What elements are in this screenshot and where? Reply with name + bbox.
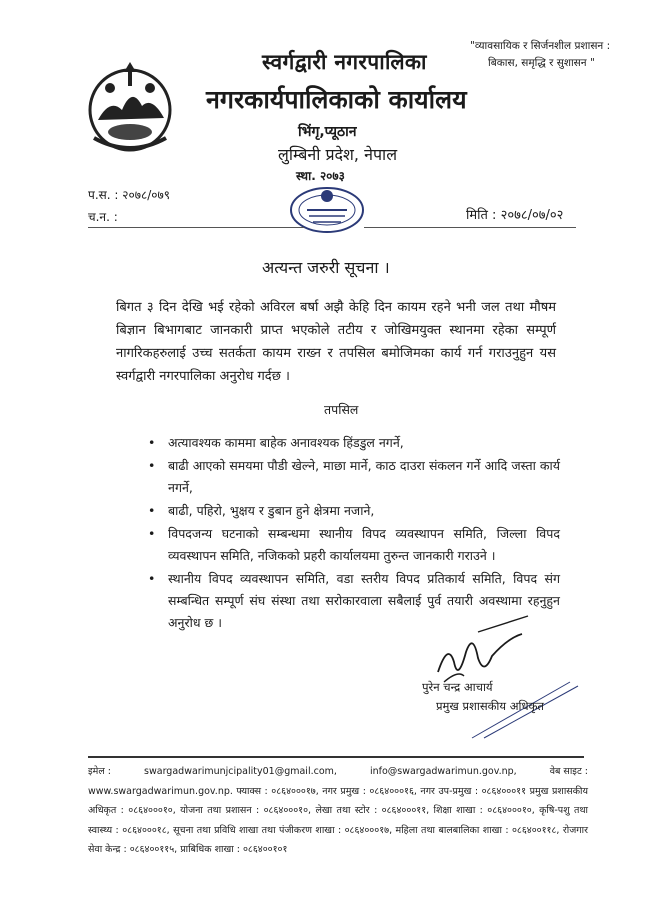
notice-body: बिगत ३ दिन देखि भई रहेको अविरल बर्षा अझै केहि दिन कायम रहने भनी जल तथा मौषम बिज्ञान बिभागबाट जानकारी प्राप्त भएकोले तटीय र जोखिमयुक्त स्थानमा रहेका सम्पूर्ण नागरिकहरुलाई उच्च सतर्कता कायम राख्न र तपसिल बमोजिमका कार्य गर्न गराउनुहुन यस स्वर्गद्वारी नगरपालिका अनुरोध गर्दछ । <box>116 300 556 384</box>
dispatch-number: च.न. : <box>88 210 118 224</box>
signatory-title: प्रमुख प्रशासकीय अधिकृत <box>436 699 544 713</box>
office-name: नगरकार्यपालिकाको कार्यालय <box>206 85 467 114</box>
footer-email-row <box>88 762 588 782</box>
motto-line-1: "व्यावसायिक र सिर्जनशील प्रशासन : <box>470 40 611 52</box>
email-info: info@swargadwarimun.gov.np, <box>369 766 517 777</box>
address-line-1: भिंगृ,प्यूठान <box>298 124 357 140</box>
instructions-list <box>148 432 560 635</box>
website-label: वेब साइट : <box>549 766 588 777</box>
list-item: • बाढी, पहिरो, भुक्षय र डुबान हुने क्षेत्रमा नजाने, <box>148 500 560 522</box>
email-primary: swargadwarimunjcipality01@gmail.com, <box>144 766 337 777</box>
reference-number: प.स. : २०७८/०७९ <box>88 188 170 202</box>
email-label: इमेल : <box>88 766 112 777</box>
organization-name: स्वर्गद्वारी नगरपालिका <box>262 50 427 74</box>
list-item: • विपदजन्य घटनाको सम्बन्धमा स्थानीय विपद व्यवस्थापन समिति, जिल्ला विपद व्यवस्थापन समिति, नजिकको प्रहरी कार्यालयमा तुरुन्त जानकारी गराउने । <box>148 523 560 567</box>
list-item: • अत्यावश्यक काममा बाहेक अनावश्यक हिंडडुल नगर्ने, <box>148 432 560 454</box>
office-stamp <box>285 180 369 238</box>
signatory-name: पुरेन चन्द्र आचार्य <box>422 680 493 694</box>
footer-contacts <box>88 762 588 860</box>
letter-date: मिति : २०७८/०७/०२ <box>466 208 564 223</box>
notice-subject: अत्यन्त जरुरी सूचना । <box>262 258 390 277</box>
footer-divider <box>88 756 584 758</box>
established-year: स्था. २०७३ <box>296 169 345 183</box>
header-divider-right <box>364 227 576 228</box>
motto <box>470 38 650 72</box>
footer-phone-directory: www.swargadwarimun.gov.np. फ्याक्स : ०८६४०००१७, नगर प्रमुख : ०८६४०००१६, नगर उप-प्रमुख : ०८६४०००११ प्रमुख प्रशासकीय अधिकृत : ०८६४०००१०, योजना तथा प्रशासन : ०८६४०००१०, लेखा तथा स्टोर : ०८६४०००११, शिक्षा शाखा : ०८६४०००१०, कृषि-पशु तथा स्वास्थ्य : ०८६४०००१८, सूचना तथा प्रविधि शाखा तथा पंजीकरण शाखा : ०८६४०००१७, महिला तथा बालबालिका शाखा : ०८६४००११८, रोजगार सेवा केन्द्र : ०८६४००११५, प्राबिधिक शाखा : ०८६४००१०१ <box>88 785 588 855</box>
list-item: • स्थानीय विपद व्यवस्थापन समिति, वडा स्तरीय विपद प्रतिकार्य समिति, विपद संग सम्बन्धित सम्पूर्ण संघ संस्था तथा सरोकारवाला सबैलाई पुर्व तयारी अवस्थामा रहनुहुन अनुरोध छ । <box>148 568 560 634</box>
list-item: • बाढी आएको समयमा पौडी खेल्ने, माछा मार्ने, काठ दाउरा संकलन गर्ने आदि जस्ता कार्य नगर्ने, <box>148 455 560 499</box>
address-line-2: लुम्बिनी प्रदेश, नेपाल <box>278 145 398 164</box>
nepal-emblem-logo <box>80 58 180 158</box>
header-divider-left <box>88 227 304 228</box>
motto-line-2: बिकास, समृद्धि र सुशासन " <box>488 57 595 69</box>
list-heading: तपसिल <box>324 402 359 417</box>
